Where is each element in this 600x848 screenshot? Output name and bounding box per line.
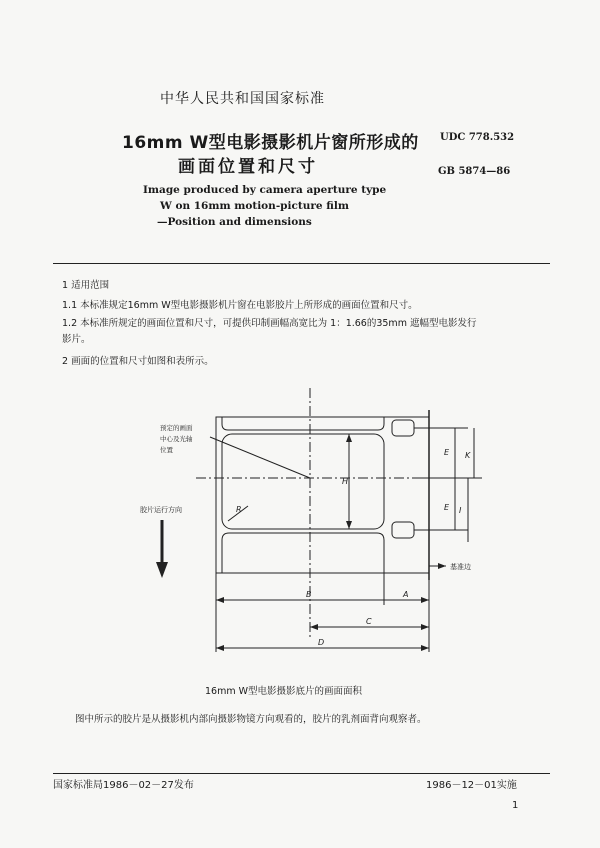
arrow-c-right — [421, 624, 429, 630]
dim-label-e-upper: E — [444, 448, 450, 457]
document-title-line1: 16mm W型电影摄影机片窗所形成的 — [122, 133, 419, 153]
next-frame-edge — [222, 533, 384, 573]
section-2-text: 2 画面的位置和尺寸如图和表所示。 — [62, 356, 214, 367]
arrow-d-right — [421, 645, 429, 651]
arrow-b-left — [216, 597, 224, 603]
perforation-upper — [392, 420, 414, 436]
dim-label-a: A — [403, 590, 409, 599]
dim-label-i: I — [459, 506, 462, 515]
film-strip-outline — [216, 417, 429, 573]
dim-label-h: H — [342, 477, 349, 486]
arrow-h-bottom — [346, 521, 352, 529]
label-reference-edge: 基准边 — [450, 563, 471, 571]
label-center-line3: 位置 — [160, 446, 173, 454]
arrow-a-right — [421, 597, 429, 603]
paragraph-1-2: 1.2 本标准所规定的画面位置和尺寸，可提供印制画幅高宽比为 1：1.66的35mm 遮幅型电影发行 — [62, 318, 477, 329]
perforation-lower — [392, 522, 414, 538]
effective-date: 1986－12－01实施 — [426, 780, 517, 791]
label-center-line1: 预定的画面 — [160, 424, 193, 432]
dim-label-b: B — [306, 590, 312, 599]
image-frame — [222, 434, 384, 529]
viewing-note: 图中所示的胶片是从摄影机内部向摄影物镜方向观看的，胶片的乳剂面背向观察者。 — [75, 714, 427, 725]
label-film-direction: 胶片运行方向 — [140, 506, 182, 514]
issue-info: 国家标准局1986－02－27发布 — [53, 780, 194, 791]
previous-frame-edge — [222, 417, 384, 430]
document-title-line2: 画面位置和尺寸 — [178, 157, 318, 177]
dim-label-e-lower: E — [444, 503, 450, 512]
center-leader-line — [210, 437, 310, 478]
figure-caption: 16mm W型电影摄影底片的画面面积 — [205, 686, 363, 697]
arrow-h-top — [346, 434, 352, 442]
gb-number: GB 5874—86 — [438, 166, 511, 177]
arrow-reference — [438, 563, 446, 569]
footer-divider — [53, 773, 550, 774]
arrow-c-left — [310, 624, 318, 630]
label-center-line2: 中心及光轴 — [160, 435, 193, 443]
english-title-line1: Image produced by camera aperture type — [143, 184, 387, 196]
udc-number: UDC 778.532 — [440, 132, 515, 143]
standard-body-title: 中华人民共和国国家标准 — [160, 91, 325, 107]
english-title-line2: W on 16mm motion-picture film — [160, 200, 349, 212]
paragraph-1-1: 1.1 本标准规定16mm W型电影摄影机片窗在电影胶片上所形成的画面位置和尺寸。 — [62, 300, 418, 311]
section-1-heading: 1 适用范围 — [62, 280, 110, 291]
english-title-line3: —Position and dimensions — [157, 216, 312, 228]
dim-label-d: D — [318, 638, 325, 647]
dim-label-c: C — [366, 617, 372, 626]
dim-label-k: K — [465, 451, 471, 460]
direction-arrow-head — [156, 562, 168, 578]
page-number: 1 — [512, 800, 519, 811]
paragraph-1-2-cont: 影片。 — [62, 334, 91, 345]
arrow-d-left — [216, 645, 224, 651]
dim-label-r: R — [236, 505, 242, 514]
